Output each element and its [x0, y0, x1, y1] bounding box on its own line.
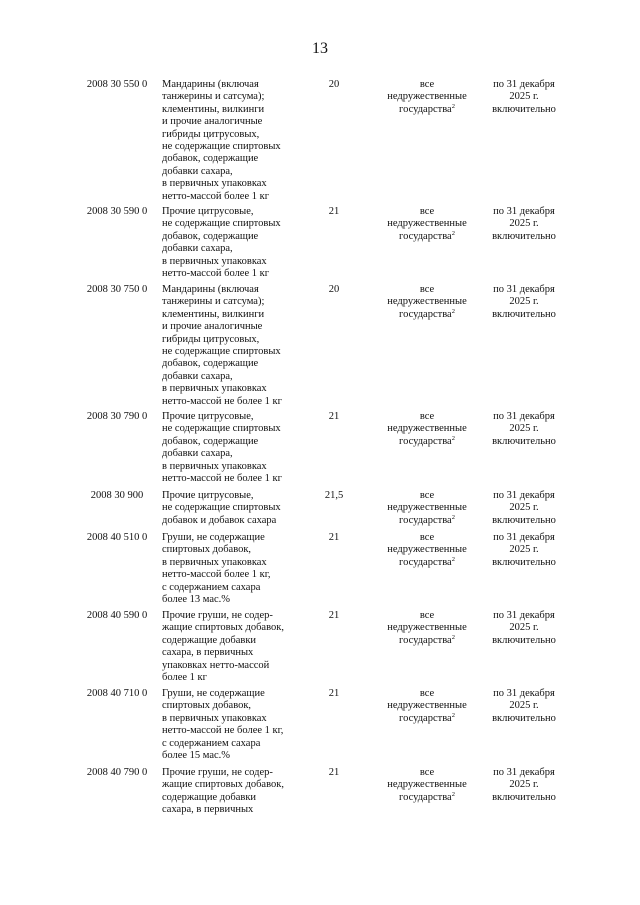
countries-text: все недружественные государства [387, 688, 467, 724]
duty-rate: 21 [328, 532, 340, 543]
footnote-mark: 2 [451, 229, 455, 237]
goods-description: Прочие цитрусовые, не содержащие спиртовых добавок, содержащие добавки сахара, в первичных упаковках нетто-массой не более 1 кг [162, 411, 282, 485]
validity-term: по 31 декабря 2025 г. включительно [492, 688, 556, 724]
duty-rate: 21 [328, 610, 340, 621]
tariff-code: 2008 30 790 0 [86, 411, 148, 422]
goods-description: Прочие цитрусовые, не содержащие спиртовых добавок, содержащие добавки сахара, в первичных упаковках нетто-массой более 1 кг [162, 206, 281, 280]
validity-term: по 31 декабря 2025 г. включительно [492, 411, 556, 447]
page-number: 13 [312, 40, 328, 57]
validity-term: по 31 декабря 2025 г. включительно [492, 490, 556, 526]
tariff-code: 2008 40 790 0 [86, 767, 148, 778]
countries-text: все недружественные государства [387, 284, 467, 320]
tariff-code: 2008 40 590 0 [86, 610, 148, 621]
countries-cell [372, 610, 482, 647]
goods-description: Прочие груши, не содер- жащие спиртовых добавок, содержащие добавки сахара, в первичных [162, 767, 284, 816]
countries-text: все недружественные государства [387, 206, 467, 242]
tariff-code: 2008 40 710 0 [86, 688, 148, 699]
tariff-code: 2008 30 750 0 [86, 284, 148, 295]
countries-text: все недружественные государства [387, 490, 467, 526]
countries-cell [372, 490, 482, 527]
validity-term: по 31 декабря 2025 г. включительно [492, 532, 556, 568]
footnote-mark: 2 [451, 102, 455, 110]
countries-cell [372, 688, 482, 725]
countries-cell [372, 284, 482, 321]
countries-text: все недружественные государства [387, 79, 467, 115]
countries-text: все недружественные государства [387, 610, 467, 646]
countries-text: все недружественные государства [387, 532, 467, 568]
validity-term: по 31 декабря 2025 г. включительно [492, 767, 556, 803]
tariff-code: 2008 30 900 [90, 490, 144, 501]
validity-term: по 31 декабря 2025 г. включительно [492, 206, 556, 242]
tariff-code: 2008 30 550 0 [86, 79, 148, 90]
goods-description: Груши, не содержащие спиртовых добавок, в первичных упаковках нетто-массой не более 1 кг, с содержанием сахара более 15 мас.% [162, 688, 284, 762]
footnote-mark: 2 [451, 555, 455, 563]
footnote-mark: 2 [451, 790, 455, 798]
validity-term: по 31 декабря 2025 г. включительно [492, 284, 556, 320]
goods-description: Груши, не содержащие спиртовых добавок, в первичных упаковках нетто-массой более 1 кг, с содержанием сахара более 13 мас.% [162, 532, 271, 606]
goods-description: Прочие цитрусовые, не содержащие спиртовых добавок и добавок сахара [162, 490, 281, 526]
duty-rate: 21 [328, 767, 340, 778]
footnote-mark: 2 [451, 711, 455, 719]
validity-term: по 31 декабря 2025 г. включительно [492, 610, 556, 646]
footnote-mark: 2 [451, 434, 455, 442]
footnote-mark: 2 [451, 307, 455, 315]
goods-description: Мандарины (включая танжерины и сатсума); клементины, вилкинги и прочие аналогичные гибриды цитрусовых, не содержащие спиртовых добавок, содержащие добавки сахара, в первичных упаковках нетто-массой более 1 кг [162, 79, 281, 202]
footnote-mark: 2 [451, 633, 455, 641]
duty-rate: 20 [328, 284, 340, 295]
countries-cell [372, 767, 482, 804]
countries-text: все недружественные государства [387, 411, 467, 447]
countries-text: все недружественные государства [387, 767, 467, 803]
goods-description: Прочие груши, не содер- жащие спиртовых добавок, содержащие добавки сахара, в первичных упаковках нетто-массой более 1 кг [162, 610, 284, 684]
footnote-mark: 2 [451, 513, 455, 521]
validity-term: по 31 декабря 2025 г. включительно [492, 79, 556, 115]
countries-cell [372, 79, 482, 116]
countries-cell [372, 206, 482, 243]
duty-rate: 21,5 [324, 490, 344, 501]
duty-rate: 21 [328, 411, 340, 422]
duty-rate: 21 [328, 688, 340, 699]
duty-rate: 21 [328, 206, 340, 217]
goods-description: Мандарины (включая танжерины и сатсума); клементины, вилкинги и прочие аналогичные гибриды цитрусовых, не содержащие спиртовых добавок, содержащие добавки сахара, в первичных упаковках нетто-массой не более 1 кг [162, 284, 282, 407]
duty-rate: 20 [328, 79, 340, 90]
countries-cell [372, 532, 482, 569]
countries-cell [372, 411, 482, 448]
tariff-code: 2008 30 590 0 [86, 206, 148, 217]
tariff-code: 2008 40 510 0 [86, 532, 148, 543]
